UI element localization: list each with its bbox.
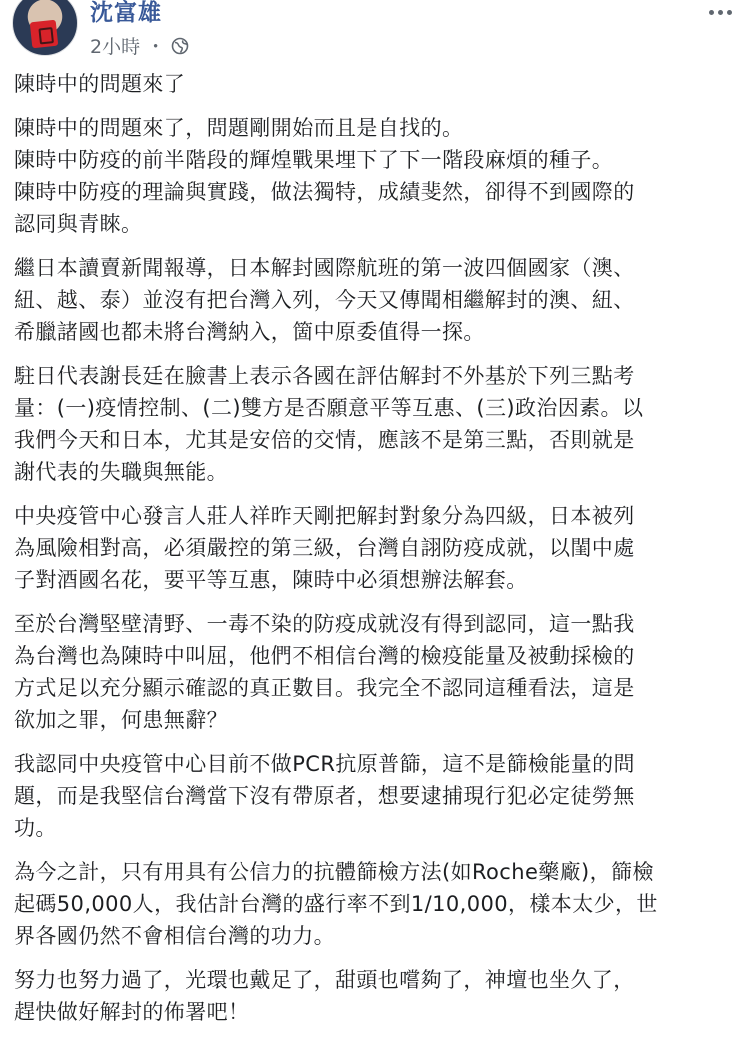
post-paragraph xyxy=(14,112,730,240)
paragraph-line: 認同與青睞。 xyxy=(14,212,143,236)
author-name[interactable]: 沈富雄 xyxy=(90,0,162,26)
paragraph-line: 陳時中的問題來了，問題剛開始而且是自找的。 xyxy=(14,116,464,140)
paragraph-line: 起碼50,000人，我估計台灣的盛行率不到1/10,000，樣本太少，世 xyxy=(14,892,658,916)
paragraph-line: 希臘諸國也都未將台灣納入，箇中原委值得一探。 xyxy=(14,320,485,344)
paragraph-line: 題，而是我堅信台灣當下沒有帶原者，想要逮捕現行犯必定徒勞無 xyxy=(14,784,635,808)
meta-separator: ・ xyxy=(146,36,166,58)
globe-icon[interactable] xyxy=(171,37,189,55)
post-paragraph xyxy=(14,856,730,952)
post-paragraph xyxy=(14,360,730,488)
paragraph-line: 為今之計，只有用具有公信力的抗體篩檢方法(如Roche藥廠)，篩檢 xyxy=(14,860,654,884)
paragraph-line: 界各國仍然不會相信台灣的功力。 xyxy=(14,924,335,948)
avatar-red-card xyxy=(30,20,59,49)
post-paragraph xyxy=(14,252,730,348)
post-body xyxy=(14,68,730,1040)
paragraph-line: 子對酒國名花，要平等互惠，陳時中必須想辦法解套。 xyxy=(14,568,528,592)
paragraph-line: 陳時中的問題來了 xyxy=(14,72,186,96)
paragraph-line: 功。 xyxy=(14,816,57,840)
paragraph-line: 努力也努力過了，光環也戴足了，甜頭也嚐夠了，神壇也坐久了， xyxy=(14,968,635,992)
paragraph-line: 中央疫管中心發言人莊人祥昨天剛把解封對象分為四級，日本被列 xyxy=(14,504,635,528)
paragraph-line: 陳時中防疫的前半階段的輝煌戰果埋下了下一階段麻煩的種子。 xyxy=(14,148,614,172)
paragraph-line: 為台灣也為陳時中叫屈，他們不相信台灣的檢疫能量及被動採檢的 xyxy=(14,644,635,668)
paragraph-line: 量：(一)疫情控制、(二)雙方是否願意平等互惠、(三)政治因素。以 xyxy=(14,396,644,420)
post-paragraph xyxy=(14,500,730,596)
paragraph-line: 趕快做好解封的佈署吧！ xyxy=(14,1000,250,1024)
paragraph-line: 繼日本讀賣新聞報導，日本解封國際航班的第一波四個國家（澳、 xyxy=(14,256,635,280)
avatar[interactable] xyxy=(12,0,78,56)
paragraph-line: 至於台灣堅壁清野、一毒不染的防疫成就沒有得到認同，這一點我 xyxy=(14,612,635,636)
paragraph-line: 謝代表的失職與無能。 xyxy=(14,460,228,484)
post-paragraph xyxy=(14,964,730,1028)
post-paragraph xyxy=(14,68,730,100)
more-options-icon[interactable] xyxy=(705,6,736,19)
post-meta xyxy=(90,32,189,59)
paragraph-line: 陳時中防疫的理論與實踐，做法獨特，成績斐然，卻得不到國際的 xyxy=(14,180,635,204)
post-paragraph xyxy=(14,608,730,736)
post-timestamp[interactable]: 2小時 xyxy=(90,36,141,58)
paragraph-line: 我認同中央疫管中心目前不做PCR抗原普篩，這不是篩檢能量的問 xyxy=(14,752,635,776)
paragraph-line: 方式足以充分顯示確認的真正數目。我完全不認同這種看法，這是 xyxy=(14,676,635,700)
paragraph-line: 我們今天和日本，尤其是安倍的交情，應該不是第三點，否則就是 xyxy=(14,428,635,452)
paragraph-line: 駐日代表謝長廷在臉書上表示各國在評估解封不外基於下列三點考 xyxy=(14,364,635,388)
paragraph-line: 為風險相對高，必須嚴控的第三級，台灣自詡防疫成就，以閨中處 xyxy=(14,536,635,560)
post-paragraph xyxy=(14,748,730,844)
post-header xyxy=(0,0,744,72)
paragraph-line: 欲加之罪，何患無辭？ xyxy=(14,708,228,732)
paragraph-line: 紐、越、泰）並沒有把台灣入列，今天又傳聞相繼解封的澳、紐、 xyxy=(14,288,635,312)
